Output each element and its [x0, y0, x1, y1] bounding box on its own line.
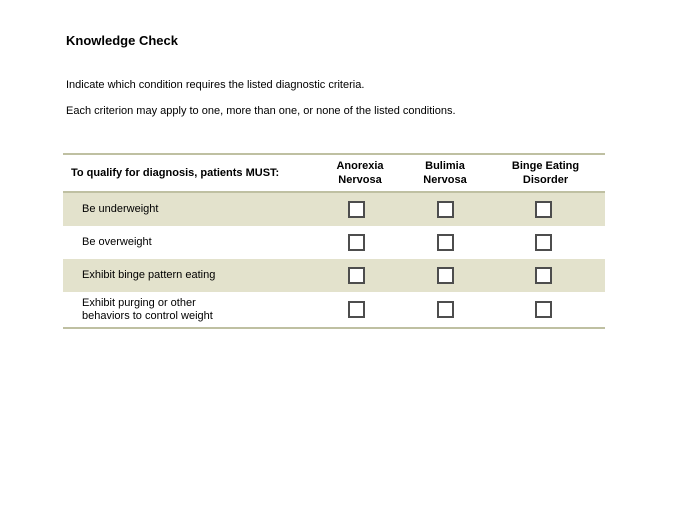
table-cell: [404, 259, 486, 292]
table-cell: [486, 192, 605, 226]
criteria-column-header: To qualify for diagnosis, patients MUST:: [71, 167, 280, 179]
column-header-line: Bulimia: [425, 160, 465, 172]
checkbox-binge-pattern-binge-eating[interactable]: [535, 267, 552, 284]
criterion-label: [63, 226, 316, 259]
checkbox-underweight-anorexia[interactable]: [348, 201, 365, 218]
table-cell: [316, 292, 404, 328]
checkbox-binge-pattern-bulimia[interactable]: [437, 267, 454, 284]
table-header-row: [63, 154, 605, 192]
criterion-label: [63, 192, 316, 226]
column-header-bulimia: [404, 154, 486, 192]
checkbox-purging-binge-eating[interactable]: [535, 301, 552, 318]
checkbox-overweight-bulimia[interactable]: [437, 234, 454, 251]
table-row: [63, 226, 605, 259]
column-header-line: Disorder: [522, 174, 569, 186]
table-row: [63, 259, 605, 292]
instruction-text-2: Each criterion may apply to one, more than one, or none of the listed conditions.: [66, 105, 456, 117]
table-row: [63, 192, 605, 226]
table-cell: [316, 226, 404, 259]
table-cell: [404, 192, 486, 226]
column-header-anorexia: [316, 154, 404, 192]
criterion-label-line: Exhibit binge pattern eating: [82, 269, 216, 281]
criterion-label: [63, 292, 316, 328]
checkbox-purging-anorexia[interactable]: [348, 301, 365, 318]
criterion-label-line: Exhibit purging or other: [82, 296, 196, 309]
criteria-table: [63, 153, 605, 329]
checkbox-overweight-anorexia[interactable]: [348, 234, 365, 251]
checkbox-overweight-binge-eating[interactable]: [535, 234, 552, 251]
checkbox-underweight-binge-eating[interactable]: [535, 201, 552, 218]
criteria-table-container: [63, 153, 605, 329]
criterion-label-line: Be underweight: [82, 203, 159, 215]
table-cell: [486, 259, 605, 292]
column-header-line: Binge Eating: [511, 160, 580, 172]
table-cell: [486, 226, 605, 259]
column-header-line: Nervosa: [423, 174, 467, 186]
table-cell: [404, 292, 486, 328]
column-header-line: Anorexia: [336, 160, 384, 172]
criterion-label: [63, 259, 316, 292]
table-cell: [404, 226, 486, 259]
column-header-binge-eating: [486, 154, 605, 192]
checkbox-binge-pattern-anorexia[interactable]: [348, 267, 365, 284]
column-header-line: Nervosa: [338, 174, 382, 186]
table-row: [63, 292, 605, 328]
table-cell: [316, 192, 404, 226]
checkbox-underweight-bulimia[interactable]: [437, 201, 454, 218]
criterion-label-line: behaviors to control weight: [82, 309, 213, 322]
page-title: Knowledge Check: [66, 33, 178, 48]
instruction-text-1: Indicate which condition requires the listed diagnostic criteria.: [66, 79, 365, 91]
checkbox-purging-bulimia[interactable]: [437, 301, 454, 318]
table-cell: [316, 259, 404, 292]
criterion-label-line: Be overweight: [82, 236, 152, 248]
table-cell: [486, 292, 605, 328]
